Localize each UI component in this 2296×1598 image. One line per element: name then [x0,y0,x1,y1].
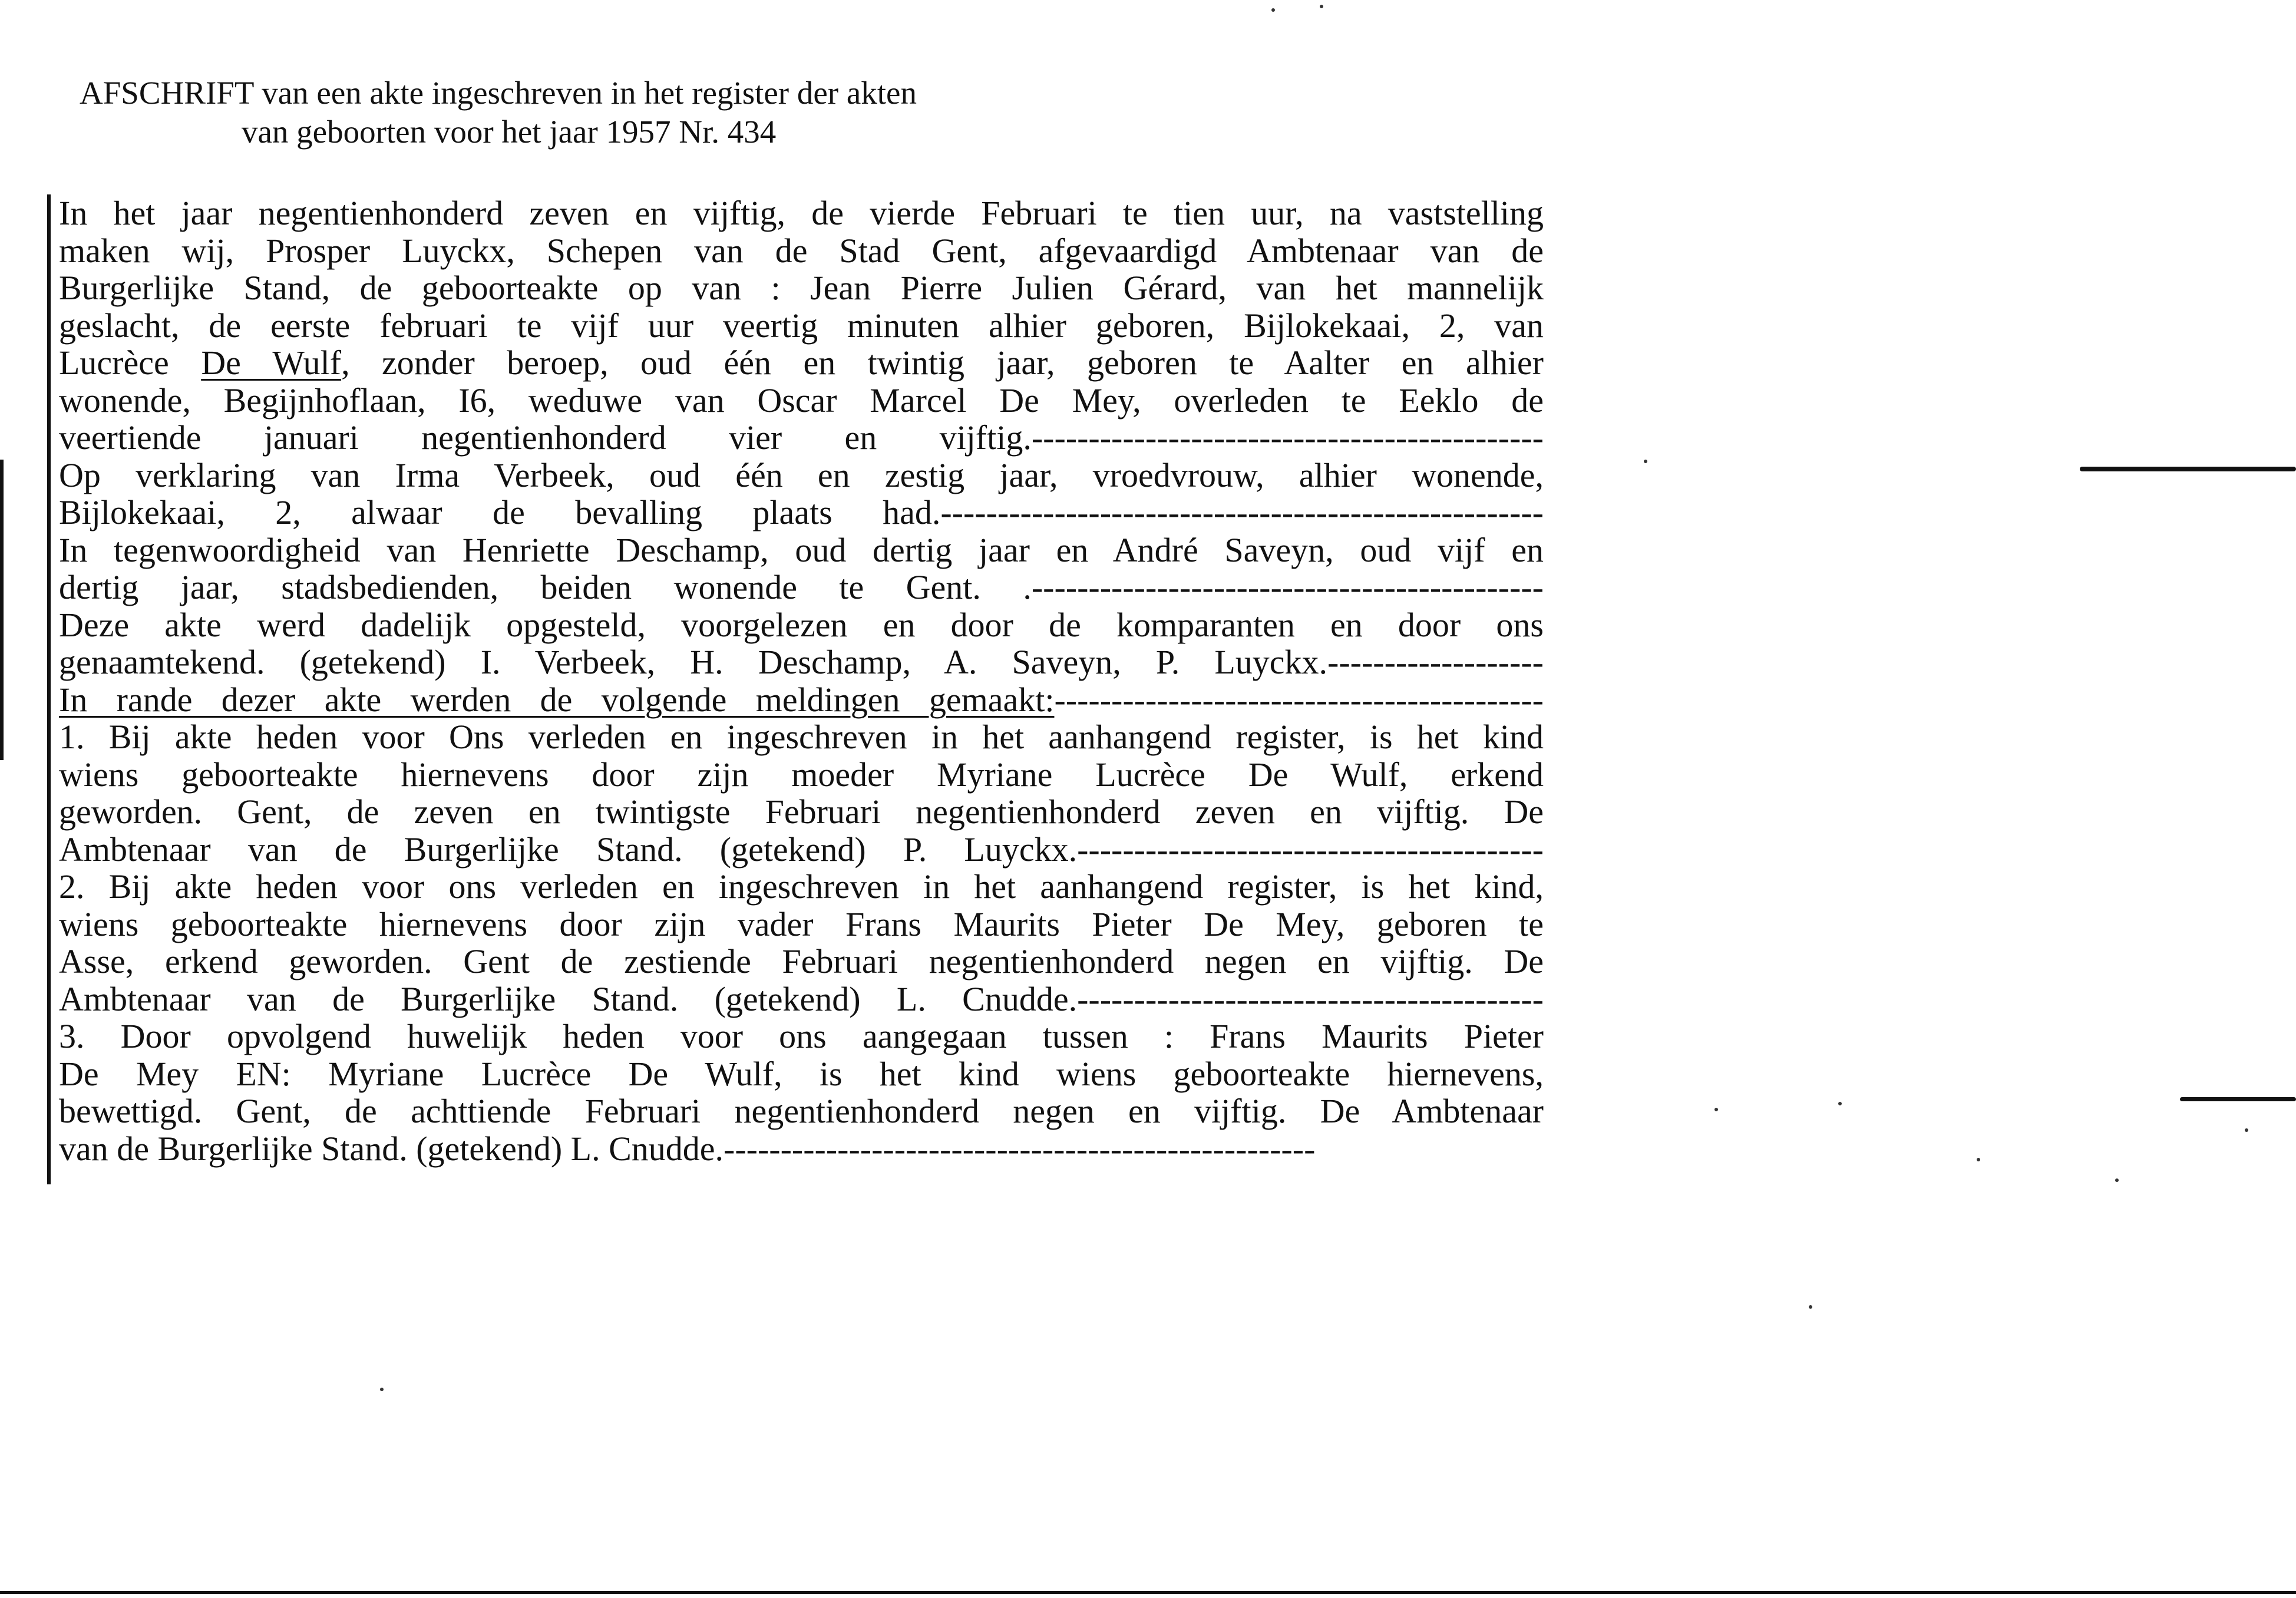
body-line: wiens geboorteakte hiernevens door zijn vader Frans Maurits Pieter De Mey, geboren te [59,904,1544,943]
scan-speck [2115,1178,2119,1182]
scan-speck [1977,1158,1980,1161]
scan-speck [1320,5,1323,8]
body-line: Ambtenaar van de Burgerlijke Stand. (getekend) P. Luyckx.----------------------------------------- [59,830,1544,869]
body-line: 1. Bij akte heden voor Ons verleden en ingeschreven in het aanhangend register, is het kind [59,718,1544,756]
body-line: Ambtenaar van de Burgerlijke Stand. (getekend) L. Cnudde.----------------------------------------- [59,979,1544,1018]
margin-notes-heading-dashes: ------------------------------------------- [1054,680,1544,719]
body-line: Asse, erkend geworden. Gent de zestiende Februari negentienhonderd negen en vijftig. De [59,942,1544,980]
body-line: 3. Door opvolgend huwelijk heden voor ons aangegaan tussen : Frans Maurits Pieter [59,1017,1544,1055]
scan-speck [1644,460,1647,463]
scan-mark-right-top [2080,467,2296,471]
document-header [80,74,1022,151]
body-line: wiens geboorteakte hiernevens door zijn moeder Myriane Lucrèce De Wulf, erkend [59,755,1544,794]
scan-speck [1714,1108,1718,1111]
scan-mark-left-edge [0,460,4,760]
body-line: Bijlokekaai, 2, alwaar de bevalling plaats had.----------------------------------------------------- [59,493,1544,531]
body-line: Op verklaring van Irma Verbeek, oud één en zestig jaar, vroedvrouw, alhier wonende, [59,455,1544,494]
scan-speck [1271,8,1275,12]
body-line-last: van de Burgerlijke Stand. (getekend) L. Cnudde.---------------------------------------------------- [59,1129,1316,1168]
mother-name-prefix: Lucrèce [59,344,201,382]
scan-speck [380,1388,384,1391]
body-line: De Mey EN: Myriane Lucrèce De Wulf, is het kind wiens geboorteakte hiernevens, [59,1054,1544,1093]
scan-speck [2245,1128,2248,1132]
mother-name-suffix: , zonder beroep, oud één en twintig jaar, geboren te Aalter en alhier [341,344,1544,382]
body-line: geworden. Gent, de zeven en twintigste Februari negentienhonderd zeven en vijftig. De [59,793,1544,831]
certificate-body [59,194,1544,1167]
underlined-surname: De Wulf [201,344,342,382]
body-line: In tegenwoordigheid van Henriette Deschamp, oud dertig jaar en André Saveyn, oud vijf en [59,530,1544,569]
scan-speck [1809,1305,1812,1309]
margin-notes-heading-text: In rande dezer akte werden de volgende meldingen gemaakt: [59,680,1055,719]
body-line: geslacht, de eerste februari te vijf uur veertig minuten alhier geboren, Bijlokekaai, 2, van [59,306,1544,345]
body-line: Deze akte werd dadelijk opgesteld, voorgelezen en door de komparanten en door ons [59,605,1544,644]
header-line-2: van geboorten voor het jaar 1957 Nr. 434 [242,114,777,150]
body-line: maken wij, Prosper Luyckx, Schepen van de Stad Gent, afgevaardigd Ambtenaar van de [59,231,1544,270]
body-line: wonende, Begijnhoflaan, I6, weduwe van Oscar Marcel De Mey, overleden te Eeklo de [59,381,1544,420]
header-line-1: AFSCHRIFT van een akte ingeschreven in het register der akten [80,75,917,111]
body-line: veertiende januari negentienhonderd vier en vijftig.--------------------------------------------- [59,418,1544,457]
body-line: Burgerlijke Stand, de geboorteakte op van : Jean Pierre Julien Gérard, van het mannelijk [59,269,1544,307]
body-line: bewettigd. Gent, de achttiende Februari negentienhonderd negen en vijftig. De Ambtenaar [59,1092,1544,1130]
scan-mark-right-bottom [2180,1097,2296,1101]
body-line-mother-name [59,344,1544,382]
scan-mark-bottom-edge [0,1591,2296,1594]
body-line: genaamtekend. (getekend) I. Verbeek, H. Deschamp, A. Saveyn, P. Luyckx.------------------- [59,643,1544,681]
body-line: In het jaar negentienhonderd zeven en vijftig, de vierde Februari te tien uur, na vaststelling [59,194,1544,232]
body-line: 2. Bij akte heden voor ons verleden en ingeschreven in het aanhangend register, is het kind, [59,867,1544,906]
scan-speck [1838,1102,1842,1105]
margin-notes-heading [59,681,1544,719]
body-line: dertig jaar, stadsbedienden, beiden wonende te Gent. .--------------------------------------------- [59,568,1544,606]
